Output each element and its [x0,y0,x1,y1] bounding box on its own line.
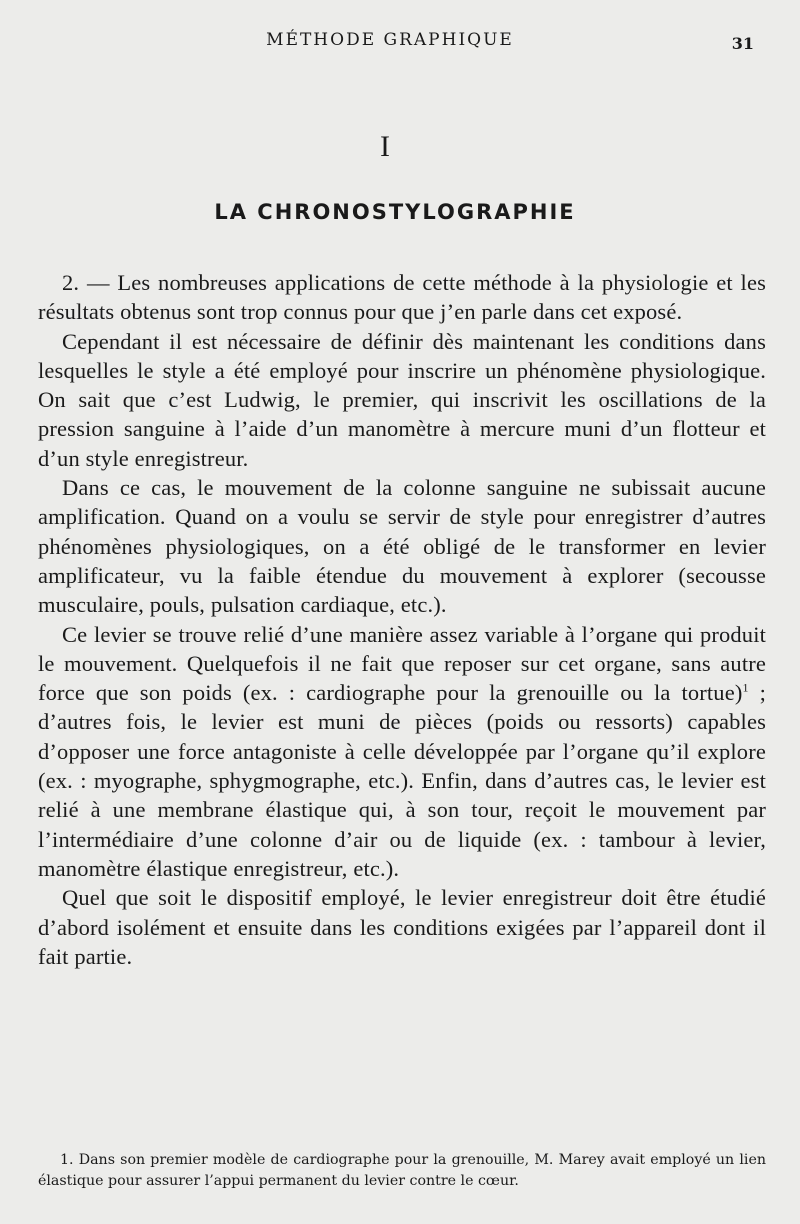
chapter-number: I [380,130,390,163]
paragraph [38,327,766,473]
running-title: MÉTHODE GRAPHIQUE [266,30,514,50]
paragraph [38,883,766,971]
paragraph-text: Quel que soit le dispositif employé, le levier enregistreur doit être étudié d’abord isolément et ensuite dans les conditions exigées par l’appareil dont il fait partie. [38,885,766,969]
footnote-text: 1. Dans son premier modèle de cardiographe pour la grenouille, M. Marey avait employé un lien élastique pour assurer l’appui permanent du levier contre le cœur. [38,1152,766,1189]
paragraph-number: 2. [62,270,80,295]
paragraph-text: ; d’autres fois, le levier est muni de pièces (poids ou ressorts) capables d’opposer une force antagoniste à celle développée par l’organe qu’il explore (ex. : myographe, sphygmographe, etc.). Enfin, dans d’autres cas, le levier est relié à une membrane élastique qui, à son tour, reçoit le mouvement par l’intermédiaire d’une colonne d’air ou de liquide (ex. : tambour à levier, manomètre élastique enregistreur, etc.). [38,680,766,881]
running-head [0,30,800,54]
page-number: 31 [731,34,754,53]
paragraph-text: Ce levier se trouve relié d’une manière assez variable à l’organe qui produit le mouvement. Quelquefois il ne fait que reposer sur cet organe, sans autre force que son poids (ex. : cardiographe pour la grenouille ou la tortue) [38,621,766,706]
footnote-reference[interactable]: 1 [742,680,749,695]
paragraph [38,268,766,327]
body-text [38,268,766,971]
paragraph [38,620,766,884]
paragraph-text: Dans ce cas, le mouvement de la colonne sanguine ne subissait aucune amplification. Quand on a voulu se servir de style pour enregistrer d’autres phénomènes physiologiques, on a été obligé de le transformer en levier amplificateur, vu la faible étendue du mouvement à explorer (secousse musculaire, pouls, pulsation cardiaque, etc.). [38,475,766,618]
footnote [38,1150,766,1192]
paragraph-text: — Les nombreuses applications de cette méthode à la physiologie et les résultats obtenus sont trop connus pour que j’en parle dans cet exposé. [38,270,766,325]
paragraph-text: Cependant il est nécessaire de définir dès maintenant les conditions dans lesquelles le style a été employé pour inscrire un phénomène physiologique. On sait que c’est Ludwig, le premier, qui inscrivit les oscillations de la pression sanguine à l’aide d’un manomètre à mercure muni d’un flotteur et d’un style enregistreur. [38,328,766,471]
chapter-title: LA CHRONOSTYLOGRAPHIE [214,200,576,224]
paragraph [38,473,766,619]
